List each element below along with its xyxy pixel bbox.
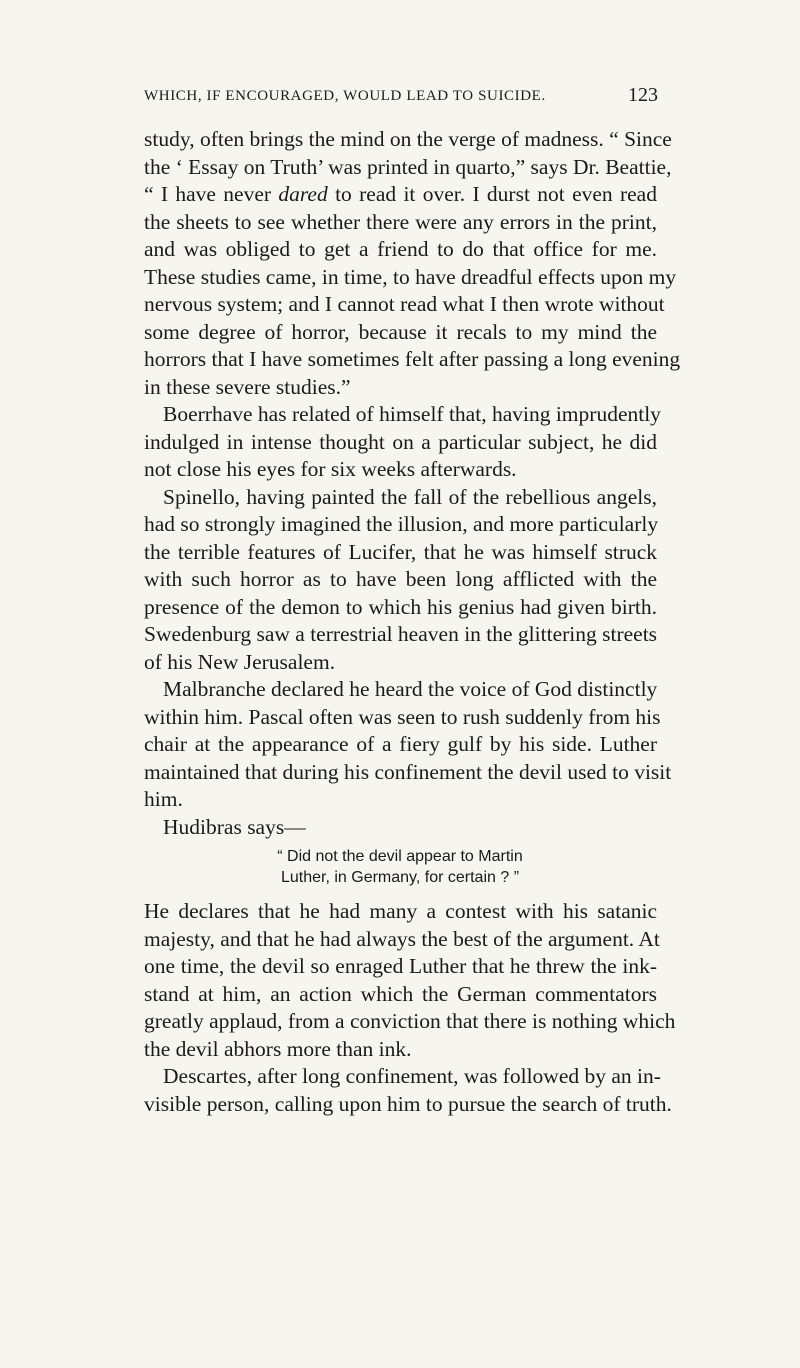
- running-title: WHICH, IF ENCOURAGED, WOULD LEAD TO SUICIDE.: [144, 88, 546, 104]
- text-line: one time, the devil so enraged Luther that he threw the ink-: [144, 954, 657, 978]
- text-line: the ‘ Essay on Truth’ was printed in quarto,” says Dr. Beattie,: [144, 154, 672, 179]
- text-line: chair at the appearance of a fiery gulf by his side. Luther: [144, 732, 657, 756]
- text-line: Swedenburg saw a terrestrial heaven in the glittering streets: [144, 622, 658, 646]
- text-line: nervous system; and I cannot read what I then wrote without: [144, 292, 665, 316]
- text-line: him.: [144, 787, 183, 811]
- text-line: not close his eyes for six weeks afterwards.: [144, 457, 517, 481]
- page-number: 123: [628, 84, 658, 106]
- paragraph-start: Hudibras says—: [163, 814, 306, 839]
- text-line: had so strongly imagined the illusion, and more particularly: [144, 512, 659, 536]
- text-line: the devil abhors more than ink.: [144, 1036, 412, 1061]
- text-line: He declares that he had many a contest with his satanic: [144, 899, 657, 923]
- text-line: maintained that during his confinement the devil used to visit: [144, 759, 672, 784]
- text-line: of his New Jerusalem.: [144, 649, 336, 674]
- text-line: some degree of horror, because it recals to my mind the: [144, 319, 657, 344]
- text-line: visible person, calling upon him to pursue the search of truth.: [144, 1091, 672, 1116]
- text-line: majesty, and that he had always the best of the argument. At: [144, 926, 660, 951]
- text-line: presence of the demon to which his genius had given birth.: [144, 594, 657, 619]
- paragraph-start: Spinello, having painted the fall of the rebellious angels,: [163, 484, 657, 509]
- text-line: the terrible features of Lucifer, that he was himself struck: [144, 539, 657, 564]
- text-line: These studies came, in time, to have dreadful effects upon my: [144, 264, 677, 289]
- verse-quote-line: “ Did not the devil appear to Martin: [277, 848, 523, 865]
- paragraph-start: Descartes, after long confinement, was followed by an in-: [163, 1064, 661, 1088]
- paragraph-start: Boerrhave has related of himself that, having imprudently: [163, 402, 661, 426]
- text-line: within him. Pascal often was seen to rush suddenly from his: [144, 704, 661, 729]
- text-line: study, often brings the mind on the verge of madness. “ Since: [144, 127, 672, 151]
- running-head: [128, 84, 658, 110]
- text-line: stand at him, an action which the German commentators: [144, 981, 657, 1006]
- text-line: the sheets to see whether there were any errors in the print,: [144, 209, 657, 234]
- text-line: horrors that I have sometimes felt after passing a long evening: [144, 347, 681, 371]
- verse-quote-line: Luther, in Germany, for certain ? ”: [280, 869, 520, 886]
- text-line: “ I have never dared to read it over. I durst not even read: [144, 182, 657, 206]
- paragraph-start: Malbranche declared he heard the voice of God distinctly: [163, 677, 658, 701]
- text-line: and was obliged to get a friend to do that office for me.: [144, 237, 657, 261]
- text-line: with such horror as to have been long afflicted with the: [144, 567, 657, 591]
- text-line: greatly applaud, from a conviction that there is nothing which: [144, 1009, 676, 1033]
- text-line: in these severe studies.”: [144, 374, 351, 399]
- text-line: indulged in intense thought on a particular subject, he did: [144, 429, 657, 454]
